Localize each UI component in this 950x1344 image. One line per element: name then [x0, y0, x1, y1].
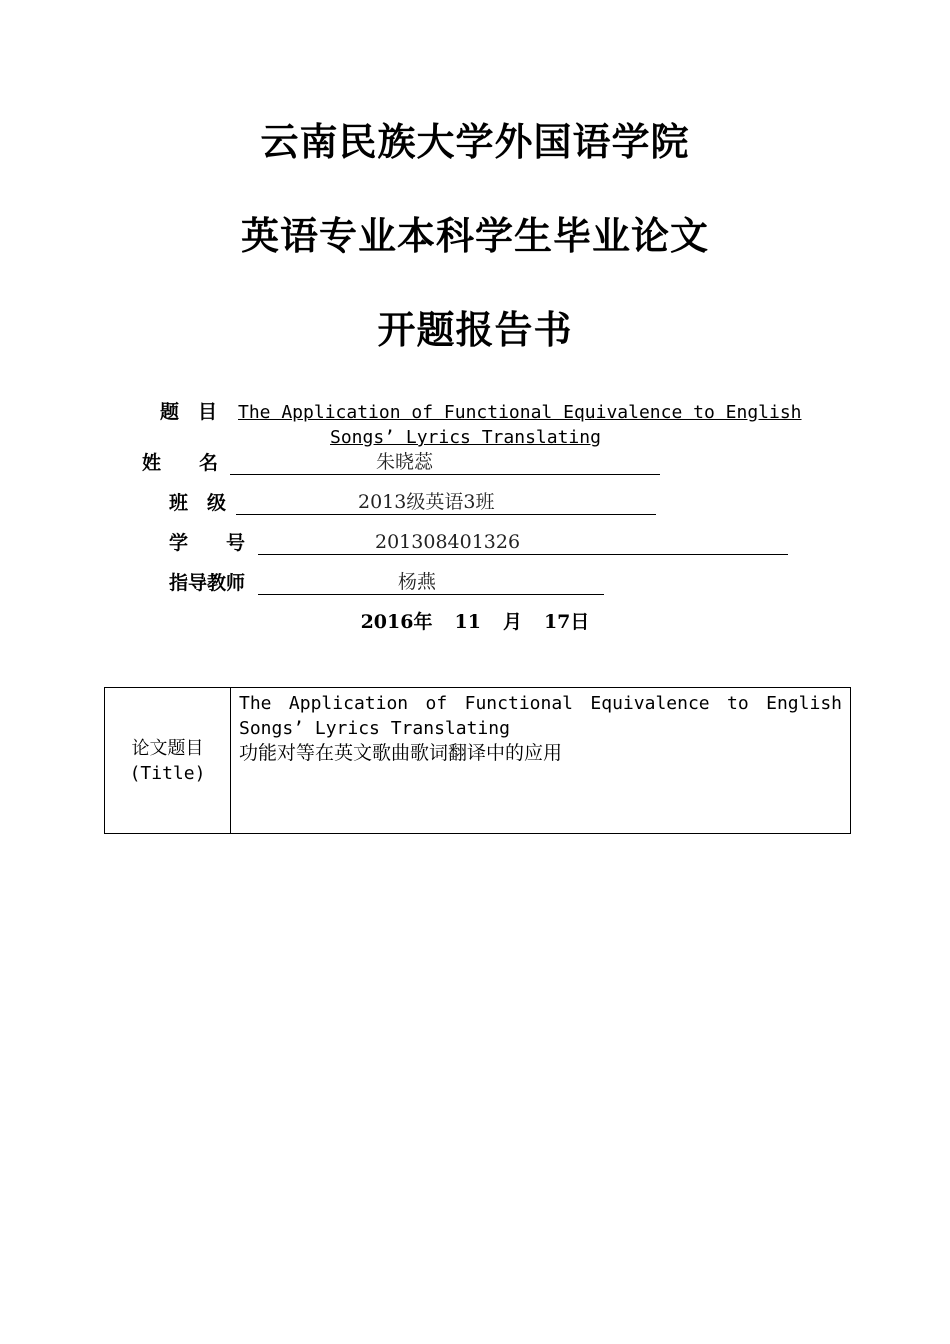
topic-value-line1: The Application of Functional Equivalence to English — [238, 402, 802, 423]
advisor-value: 杨燕 — [398, 571, 437, 593]
class-label: 班 级 — [169, 492, 227, 514]
date-year: 2016 — [360, 611, 414, 633]
topic-label: 题 目 — [160, 401, 218, 423]
name-underline — [230, 450, 660, 475]
student-id-underline — [258, 530, 788, 555]
table-row — [105, 688, 851, 834]
thesis-type-title: 英语专业本科学生毕业论文 — [240, 214, 709, 258]
topic-value-line2: Songs’ Lyrics Translating — [330, 427, 601, 448]
report-date — [0, 609, 950, 635]
student-id-label: 学 号 — [169, 532, 246, 554]
date-month: 11 — [454, 611, 481, 633]
date-year-unit: 年 — [413, 611, 433, 633]
title-value-cell — [231, 688, 851, 834]
report-title: 开题报告书 — [377, 308, 573, 352]
name-value: 朱晓蕊 — [376, 451, 434, 473]
institution-title: 云南民族大学外国语学院 — [260, 120, 690, 164]
name-label: 姓 名 — [142, 452, 219, 474]
date-month-unit: 月 — [502, 611, 522, 633]
title-label-cn: 论文题目 — [131, 737, 204, 759]
date-day: 17 — [543, 611, 571, 633]
title-label-en: (Title) — [129, 762, 206, 784]
class-value: 2013级英语3班 — [358, 491, 495, 513]
student-id-value: 201308401326 — [375, 531, 521, 553]
title-value-en: The Application of Functional Equivalence to English Songs’ Lyrics Translating — [239, 693, 842, 739]
advisor-label: 指导教师 — [169, 572, 246, 594]
title-value-cn: 功能对等在英文歌曲歌词翻译中的应用 — [239, 742, 563, 764]
thesis-title-table — [104, 687, 851, 834]
title-label-cell — [105, 688, 231, 834]
date-day-unit: 日 — [570, 611, 590, 633]
